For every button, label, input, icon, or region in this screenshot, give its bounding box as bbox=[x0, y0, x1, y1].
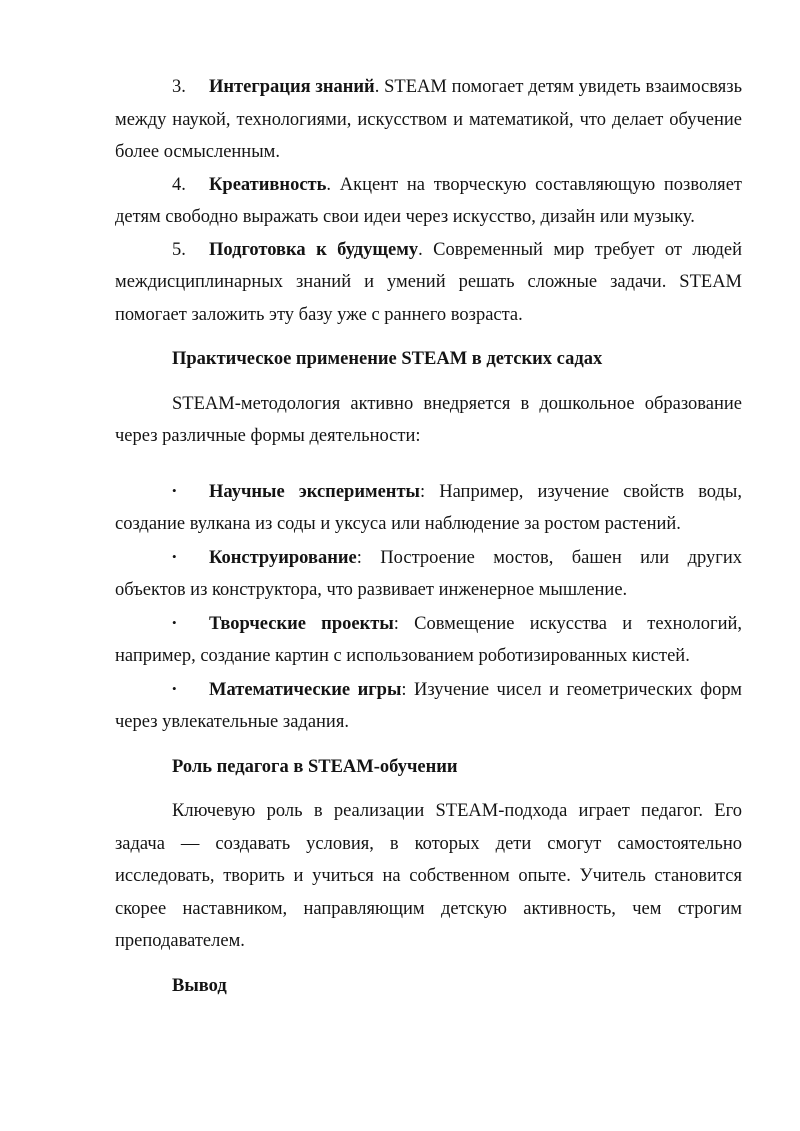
item-title: Креативность bbox=[209, 174, 327, 195]
section-heading-teacher-role: Роль педагога в STEAM-обучении bbox=[172, 756, 458, 777]
section-heading-practice: Практическое применение STEAM в детских садах bbox=[172, 349, 603, 369]
item-text: . Акцент на творческую составляющую позволяет детям свободно выражать свои идеи через искусство, дизайн или музыку. bbox=[115, 174, 742, 227]
bullet-item-experiments bbox=[115, 475, 742, 541]
bullet-marker: • bbox=[172, 680, 177, 696]
bullet-text: : Совмещение искусства и технологий, например, создание картин с использованием роботизированных кистей. bbox=[115, 613, 743, 666]
item-number: 5. bbox=[172, 239, 186, 260]
bullet-title: Творческие проекты bbox=[209, 613, 394, 634]
bullet-marker: • bbox=[172, 614, 177, 630]
bullet-item-construction bbox=[115, 541, 742, 607]
bullet-marker: • bbox=[172, 548, 177, 564]
section-heading-conclusion: Вывод bbox=[172, 975, 227, 996]
item-number: 3. bbox=[172, 77, 186, 97]
bullet-text: : Например, изучение свойств воды, создание вулкана из соды и уксуса или наблюдение за ростом растений. bbox=[115, 481, 742, 534]
bullet-title: Конструирование bbox=[209, 547, 357, 568]
item-text: . Современный мир требует от людей междисциплинарных знаний и умений решать сложные задачи. STEAM помогает заложить эту базу уже с раннего возраста. bbox=[115, 239, 742, 325]
bullet-text: : Изучение чисел и геометрических форм через увлекательные задания. bbox=[115, 679, 742, 732]
practice-intro-paragraph: STEAM-методология активно внедряется в дошкольное образование через различные формы деятельности: bbox=[115, 393, 742, 446]
item-text: . STEAM помогает детям увидеть взаимосвязь между наукой, технологиями, искусством и математикой, что делает обучение более осмысленным. bbox=[115, 77, 743, 162]
item-title: Подготовка к будущему bbox=[209, 239, 419, 260]
teacher-role-paragraph: Ключевую роль в реализации STEAM-подхода играет педагог. Его задача — создавать условия, в которых дети смогут самостоятельно исследовать, творить и учиться на собственном опыте. Учитель становится скорее наставником, направляющим детскую активность, чем строгим преподавателем. bbox=[115, 801, 742, 951]
numbered-item-5 bbox=[115, 234, 742, 332]
numbered-item-3 bbox=[115, 71, 742, 169]
bullet-title: Научные эксперименты bbox=[209, 481, 420, 502]
bullet-item-math-games bbox=[115, 673, 742, 739]
item-number: 4. bbox=[172, 174, 186, 195]
bullet-title: Математические игры bbox=[209, 679, 402, 700]
bullet-item-creative-projects bbox=[115, 607, 742, 673]
bullet-marker: • bbox=[172, 482, 177, 498]
item-title: Интеграция знаний bbox=[209, 77, 375, 97]
bullet-text: : Построение мостов, башен или других объектов из конструктора, что развивает инженерное мышление. bbox=[115, 547, 742, 600]
text-column bbox=[115, 71, 742, 1002]
numbered-item-4 bbox=[115, 169, 742, 234]
